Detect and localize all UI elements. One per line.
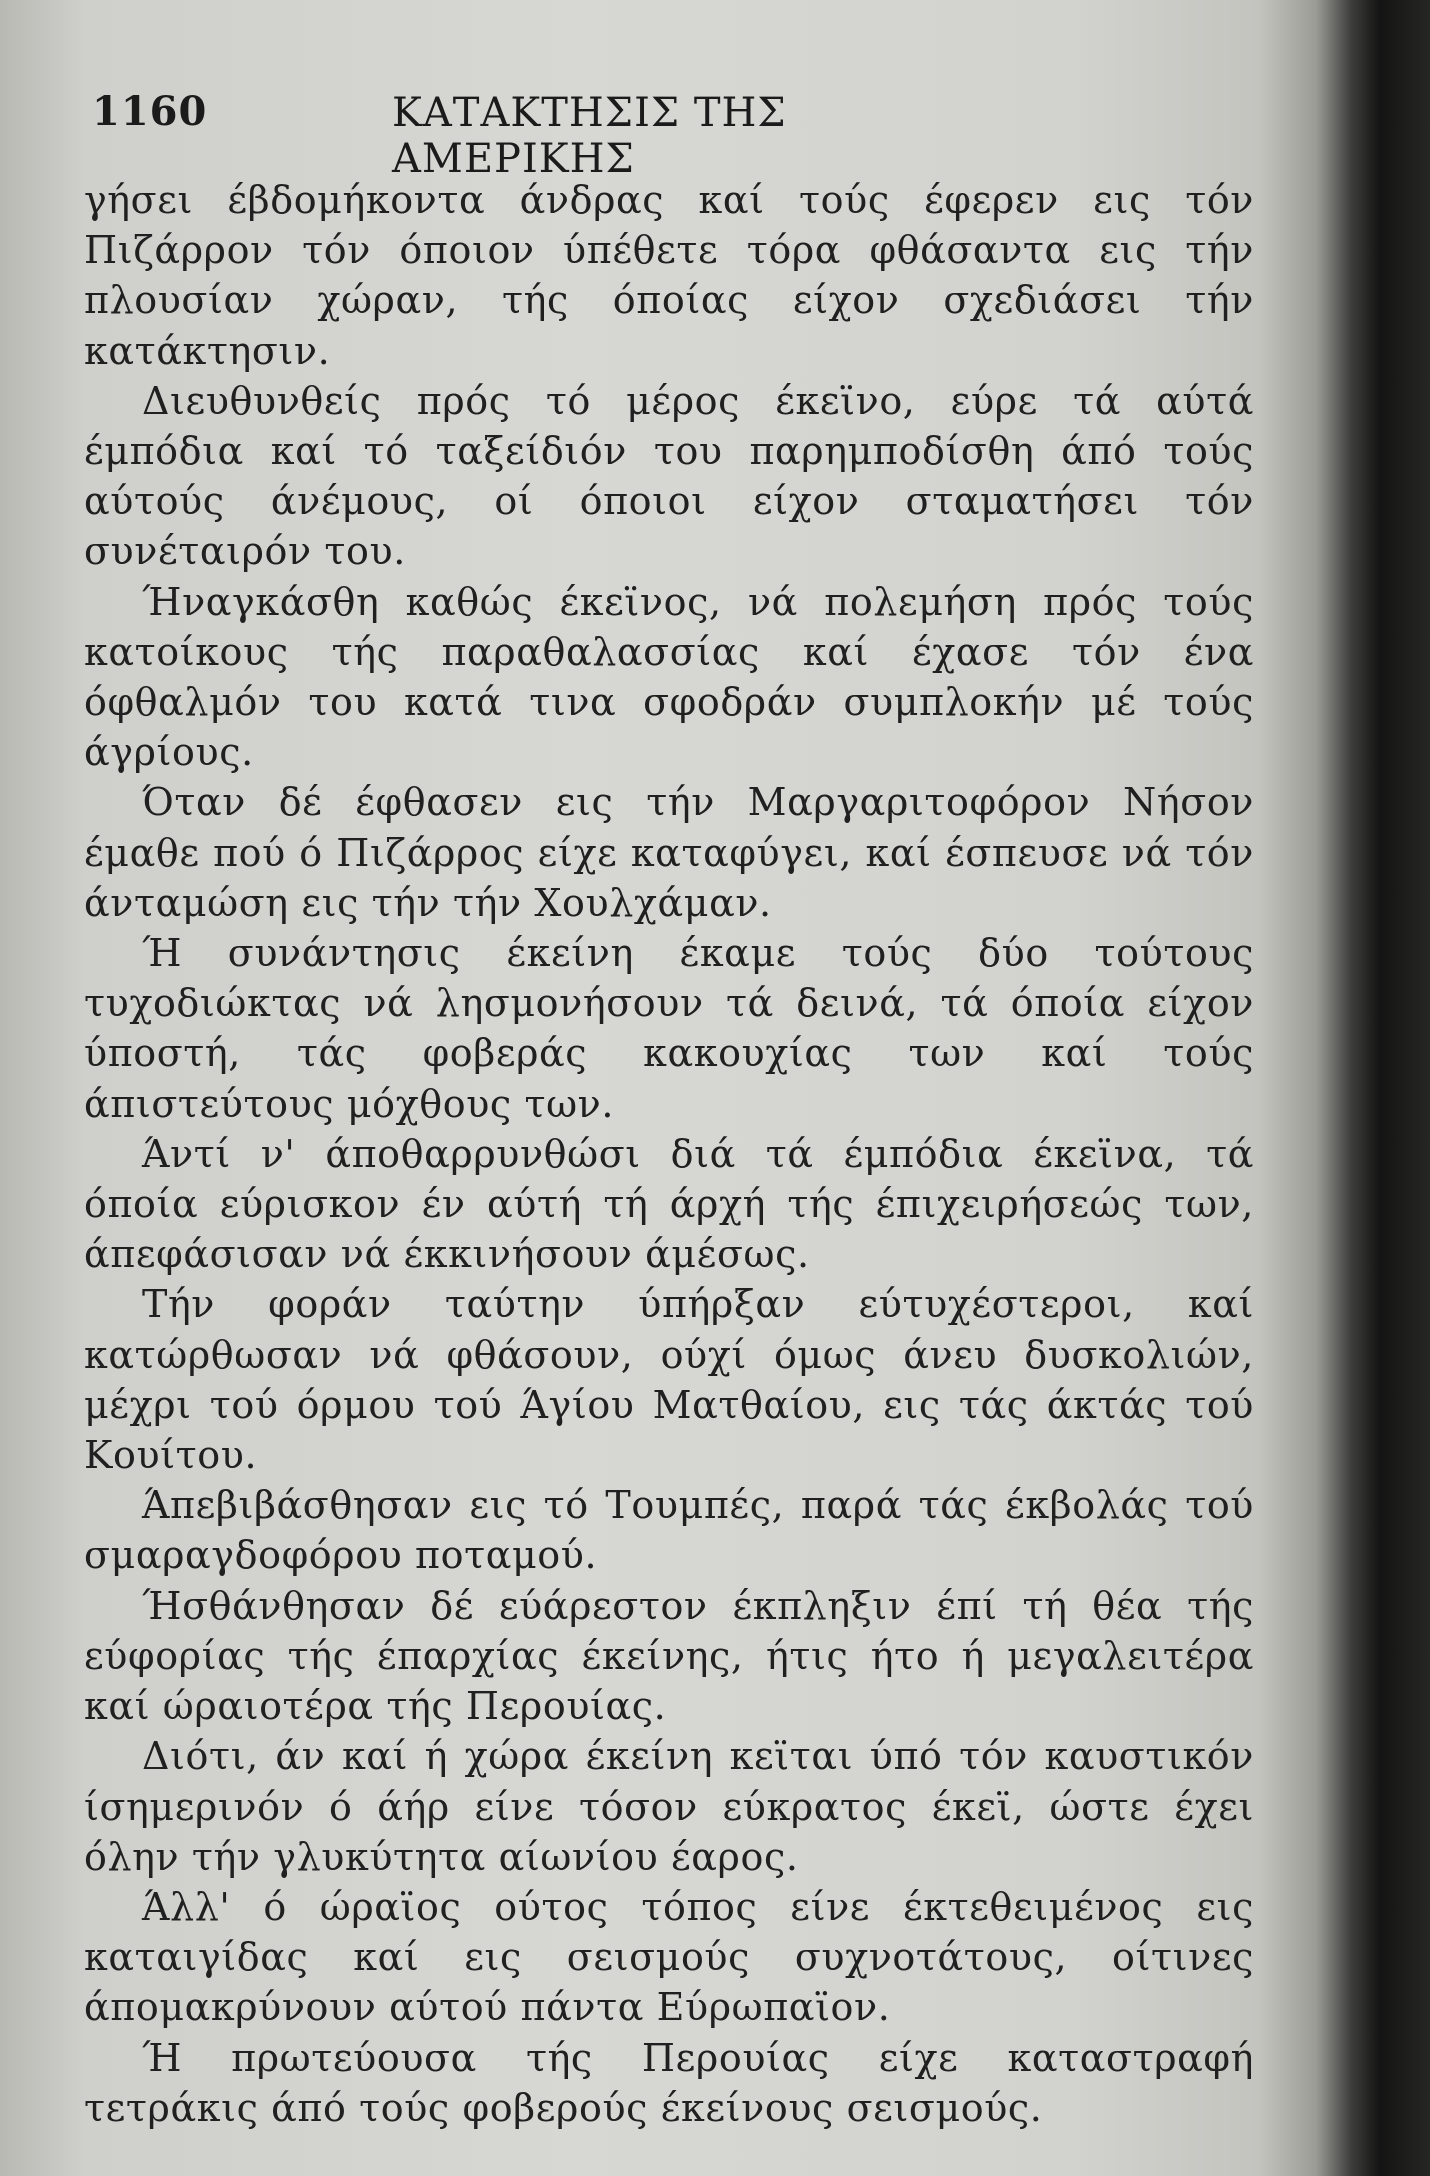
paragraph: Άντί ν' άποθαρρυνθώσι διά τά έμπόδια έκεϊνα, τά όποία εύρισκον έν αύτή τή άρχή τής έπιχειρήσεώς των, άπεφάσισαν νά έκκινήσουν άμέσως. (84, 1131, 1254, 1277)
paragraph: Ήναγκάσθη καθώς έκεϊνος, νά πολεμήση πρός τούς κατοίκους τής παραθαλασσίας καί έχασε τόν ένα όφθαλμόν του κατά τινα σφοδράν συμπλοκήν μέ τούς άγρίους. (84, 579, 1254, 775)
paragraph: Τήν φοράν ταύτην ύπήρξαν εύτυχέστεροι, καί κατώρθωσαν νά φθάσουν, ούχί όμως άνευ δυσκολιών, μέχρι τού όρμου τού Άγίου Ματθαίου, εις τάς άκτάς τού Κουίτου. (84, 1282, 1254, 1478)
paragraph: Ή συνάντησις έκείνη έκαμε τούς δύο τούτους τυχοδιώκτας νά λησμονήσουν τά δεινά, τά όποία είχον ύποστή, τάς φοβεράς κακουχίας των καί τούς άπιστεύτους μόχθους των. (84, 931, 1254, 1126)
paragraph: Ή πρωτεύουσα τής Περουίας είχε καταστραφή τετράκις άπό τούς φοβερούς έκείνους σεισμούς. (84, 2035, 1254, 2130)
running-title: ΚΑΤΑΚΤΗΣΙΣ ΤΗΣ ΑΜΕΡΙΚΗΣ (392, 90, 787, 182)
paragraph: γήσει έβδομήκοντα άνδρας καί τούς έφερεν εις τόν Πιζάρρον τόν όποιον ύπέθετε τόρα φθάσαντα εις τήν πλουσίαν χώραν, τής όποίας είχον σχεδιάσει τήν κατάκτησιν. (84, 178, 1254, 373)
paragraph: Όταν δέ έφθασεν εις τήν Μαργαριτοφόρον Νήσον έμαθε πού ό Πιζάρρος είχε καταφύγει, καί έσπευσε νά τόν άνταμώση εις τήν τήν Χουλχάμαν. (84, 780, 1254, 925)
paragraph: Άπεβιβάσθησαν εις τό Τουμπές, παρά τάς έκβολάς τού σμαραγδοφόρου ποταμού. (84, 1483, 1254, 1578)
paragraph: Διευθυνθείς πρός τό μέρος έκεϊνο, εύρε τά αύτά έμπόδια καί τό ταξείδιόν του παρημποδίσθη άπό τούς αύτούς άνέμους, οί όποιοι είχον σταματήσει τόν συνέταιρόν του. (84, 378, 1254, 574)
body-text (84, 175, 1254, 2133)
paragraph: Διότι, άν καί ή χώρα έκείνη κεϊται ύπό τόν καυστικόν ίσημερινόν ό άήρ είνε τόσον εύκρατος έκεϊ, ώστε έχει όλην τήν γλυκύτητα αίωνίου έαρος. (84, 1734, 1254, 1879)
page-number: 1160 (92, 88, 208, 135)
page-header (92, 88, 972, 182)
paragraph: Άλλ' ό ώραϊος ούτος τόπος είνε έκτεθειμένος εις καταιγίδας καί εις σεισμούς συχνοτάτους, οίτινες άπομακρύνουν αύτού πάντα Εύρωπαϊον. (84, 1884, 1254, 2030)
paragraph: Ήσθάνθησαν δέ εύάρεστον έκπληξιν έπί τή θέα τής εύφορίας τής έπαρχίας έκείνης, ήτις ήτο ή μεγαλειτέρα καί ώραιοτέρα τής Περουίας. (84, 1583, 1254, 1729)
